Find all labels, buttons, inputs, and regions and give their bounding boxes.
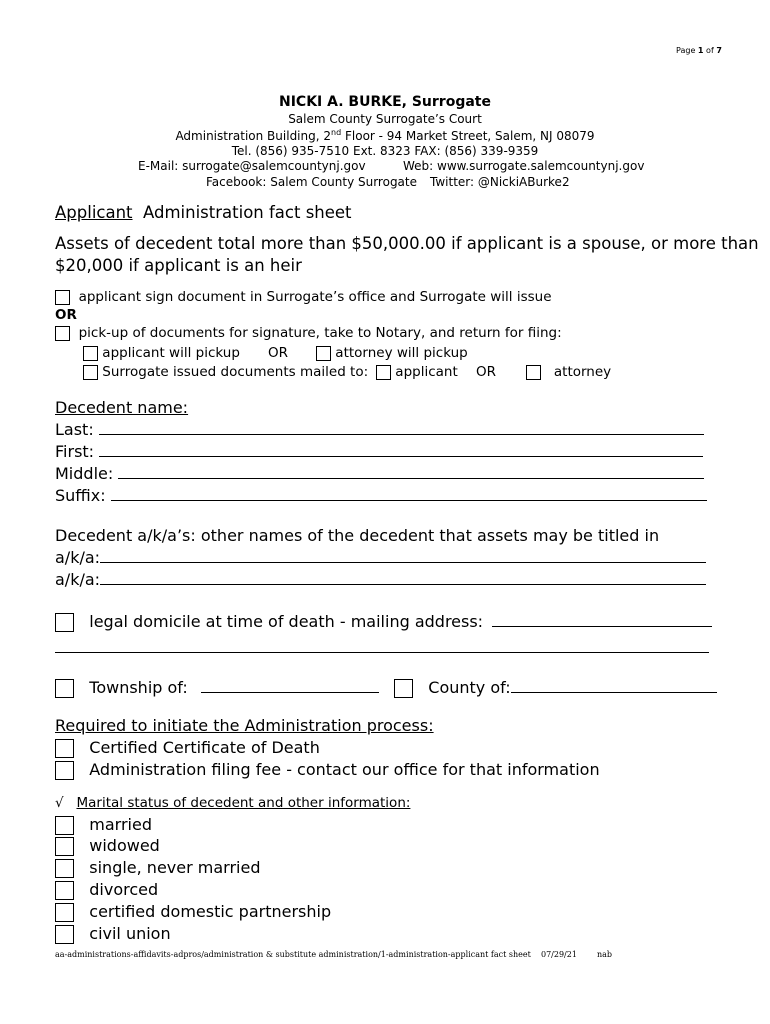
domicile-label: legal domicile at time of death - mailing address: bbox=[89, 612, 484, 631]
county-row bbox=[394, 678, 717, 698]
checkbox-mail-applicant[interactable] bbox=[376, 365, 391, 380]
court-phone: Tel. (856) 935-7510 Ext. 8323 FAX: (856) 339-9359 bbox=[231, 144, 539, 158]
aka-label-1: a/k/a: bbox=[55, 548, 101, 567]
address-post: Floor - 94 Market Street, Salem, NJ 08079 bbox=[341, 129, 595, 143]
first-name-row bbox=[55, 442, 703, 461]
checkbox-applicant-pickup[interactable] bbox=[83, 346, 98, 361]
suffix-row bbox=[55, 486, 707, 505]
option-sign-in-office-label: applicant sign document in Surrogate’s office and Surrogate will issue bbox=[78, 289, 552, 305]
marital-option bbox=[55, 880, 158, 900]
domicile-row bbox=[55, 612, 712, 632]
footer-initials: nab bbox=[597, 950, 613, 959]
checkbox-mail-attorney[interactable] bbox=[526, 365, 541, 380]
option-mailed bbox=[83, 364, 368, 380]
option-pickup-notary-label: pick-up of documents for signature, take to Notary, and return for fiing: bbox=[78, 325, 562, 341]
aka-label-2: a/k/a: bbox=[55, 570, 101, 589]
marital-option-label: single, never married bbox=[89, 858, 261, 877]
checkbox-widowed[interactable] bbox=[55, 837, 74, 856]
marital-option-label: divorced bbox=[89, 880, 159, 899]
or-label-3: OR bbox=[476, 364, 497, 380]
sheet-title-text: Administration fact sheet bbox=[143, 203, 352, 222]
domicile-field[interactable] bbox=[492, 626, 712, 627]
page-prefix: Page bbox=[676, 46, 696, 55]
checkbox-civil-union[interactable] bbox=[55, 925, 74, 944]
filing-fee-label: Administration filing fee - contact our office for that information bbox=[89, 760, 600, 779]
checkbox-married[interactable] bbox=[55, 816, 74, 835]
page-current: 1 bbox=[697, 46, 704, 55]
option-applicant-pickup bbox=[83, 345, 240, 361]
suffix-field[interactable] bbox=[111, 500, 707, 501]
county-label: County of: bbox=[428, 678, 511, 697]
court-address bbox=[0, 128, 770, 143]
middle-name-label: Middle: bbox=[55, 464, 114, 483]
option-mail-attorney bbox=[526, 364, 611, 380]
aka-field-1[interactable] bbox=[100, 562, 706, 563]
domicile-field-line-2[interactable] bbox=[55, 652, 709, 653]
checkbox-county[interactable] bbox=[394, 679, 413, 698]
court-name: Salem County Surrogate’s Court bbox=[288, 112, 482, 126]
death-cert-label: Certified Certificate of Death bbox=[89, 738, 320, 757]
middle-name-field[interactable] bbox=[118, 478, 704, 479]
middle-name-row bbox=[55, 464, 704, 483]
aka-row-2 bbox=[55, 570, 706, 589]
sheet-title bbox=[55, 203, 352, 222]
marital-option bbox=[55, 902, 331, 922]
checkbox-township[interactable] bbox=[55, 679, 74, 698]
required-heading: Required to initiate the Administration process: bbox=[55, 716, 434, 735]
option-attorney-pickup bbox=[316, 345, 468, 361]
or-label-2: OR bbox=[268, 345, 289, 361]
mailed-to-label: Surrogate issued documents mailed to: bbox=[102, 364, 369, 380]
marital-option bbox=[55, 924, 171, 944]
page-of: of bbox=[706, 46, 714, 55]
page-number bbox=[676, 46, 722, 55]
checkbox-domicile[interactable] bbox=[55, 613, 74, 632]
marital-heading: Marital status of decedent and other information: bbox=[76, 795, 411, 811]
marital-option-label: married bbox=[89, 815, 152, 834]
checkbox-attorney-pickup[interactable] bbox=[316, 346, 331, 361]
decedent-name-heading: Decedent name: bbox=[55, 398, 189, 417]
last-name-field[interactable] bbox=[99, 434, 704, 435]
address-sup: nd bbox=[331, 128, 342, 137]
marital-option-label: certified domestic partnership bbox=[89, 902, 332, 921]
first-name-label: First: bbox=[55, 442, 95, 461]
county-field[interactable] bbox=[511, 692, 717, 693]
option-sign-in-office bbox=[55, 289, 552, 305]
checkbox-single[interactable] bbox=[55, 859, 74, 878]
required-item-filing-fee bbox=[55, 760, 600, 780]
page-total: 7 bbox=[716, 46, 722, 55]
marital-option bbox=[55, 836, 160, 856]
footer-path: aa-administrations-affidavits-adpros/administration & substitute administration/1-administration-applicant fact sheet bbox=[55, 950, 531, 959]
last-name-row bbox=[55, 420, 704, 439]
checkbox-death-cert[interactable] bbox=[55, 739, 74, 758]
checkbox-mailed[interactable] bbox=[83, 365, 98, 380]
court-email: E-Mail: surrogate@salemcountynj.gov bbox=[138, 159, 366, 173]
court-twitter: Twitter: @NickiABurke2 bbox=[430, 175, 570, 189]
checkbox-divorced[interactable] bbox=[55, 881, 74, 900]
marital-heading-row bbox=[55, 795, 410, 811]
assets-line-2: $20,000 if applicant is an heir bbox=[55, 256, 302, 275]
aka-heading: Decedent a/k/a’s: other names of the decedent that assets may be titled in bbox=[55, 526, 660, 545]
check-mark-icon: √ bbox=[55, 795, 64, 811]
first-name-field[interactable] bbox=[99, 456, 703, 457]
mail-applicant-label: applicant bbox=[395, 364, 458, 380]
footer-date: 07/29/21 bbox=[541, 950, 577, 959]
checkbox-domestic-partnership[interactable] bbox=[55, 903, 74, 922]
township-field[interactable] bbox=[201, 692, 379, 693]
option-pickup-notary bbox=[55, 325, 562, 341]
township-row bbox=[55, 678, 379, 698]
applicant-pickup-label: applicant will pickup bbox=[102, 345, 240, 361]
address-pre: Administration Building, 2 bbox=[175, 129, 332, 143]
checkbox-filing-fee[interactable] bbox=[55, 761, 74, 780]
marital-option bbox=[55, 858, 260, 878]
marital-option bbox=[55, 815, 152, 835]
required-item-death-cert bbox=[55, 738, 320, 758]
assets-line-1: Assets of decedent total more than $50,000.00 if applicant is a spouse, or more than bbox=[55, 234, 759, 253]
checkbox-pickup-notary[interactable] bbox=[55, 326, 70, 341]
suffix-label: Suffix: bbox=[55, 486, 106, 505]
marital-option-label: civil union bbox=[89, 924, 171, 943]
township-label: Township of: bbox=[89, 678, 188, 697]
applicant-word: Applicant bbox=[55, 203, 133, 222]
aka-row-1 bbox=[55, 548, 706, 567]
last-name-label: Last: bbox=[55, 420, 94, 439]
court-facebook: Facebook: Salem County Surrogate bbox=[206, 175, 418, 189]
marital-option-label: widowed bbox=[89, 836, 160, 855]
option-mail-applicant bbox=[376, 364, 458, 380]
court-web: Web: www.surrogate.salemcountynj.gov bbox=[403, 159, 645, 173]
or-label: OR bbox=[55, 307, 77, 323]
mail-attorney-label: attorney bbox=[553, 364, 612, 380]
aka-field-2[interactable] bbox=[100, 584, 706, 585]
surrogate-title: NICKI A. BURKE, Surrogate bbox=[279, 94, 491, 110]
checkbox-sign-in-office[interactable] bbox=[55, 290, 70, 305]
attorney-pickup-label: attorney will pickup bbox=[335, 345, 468, 361]
